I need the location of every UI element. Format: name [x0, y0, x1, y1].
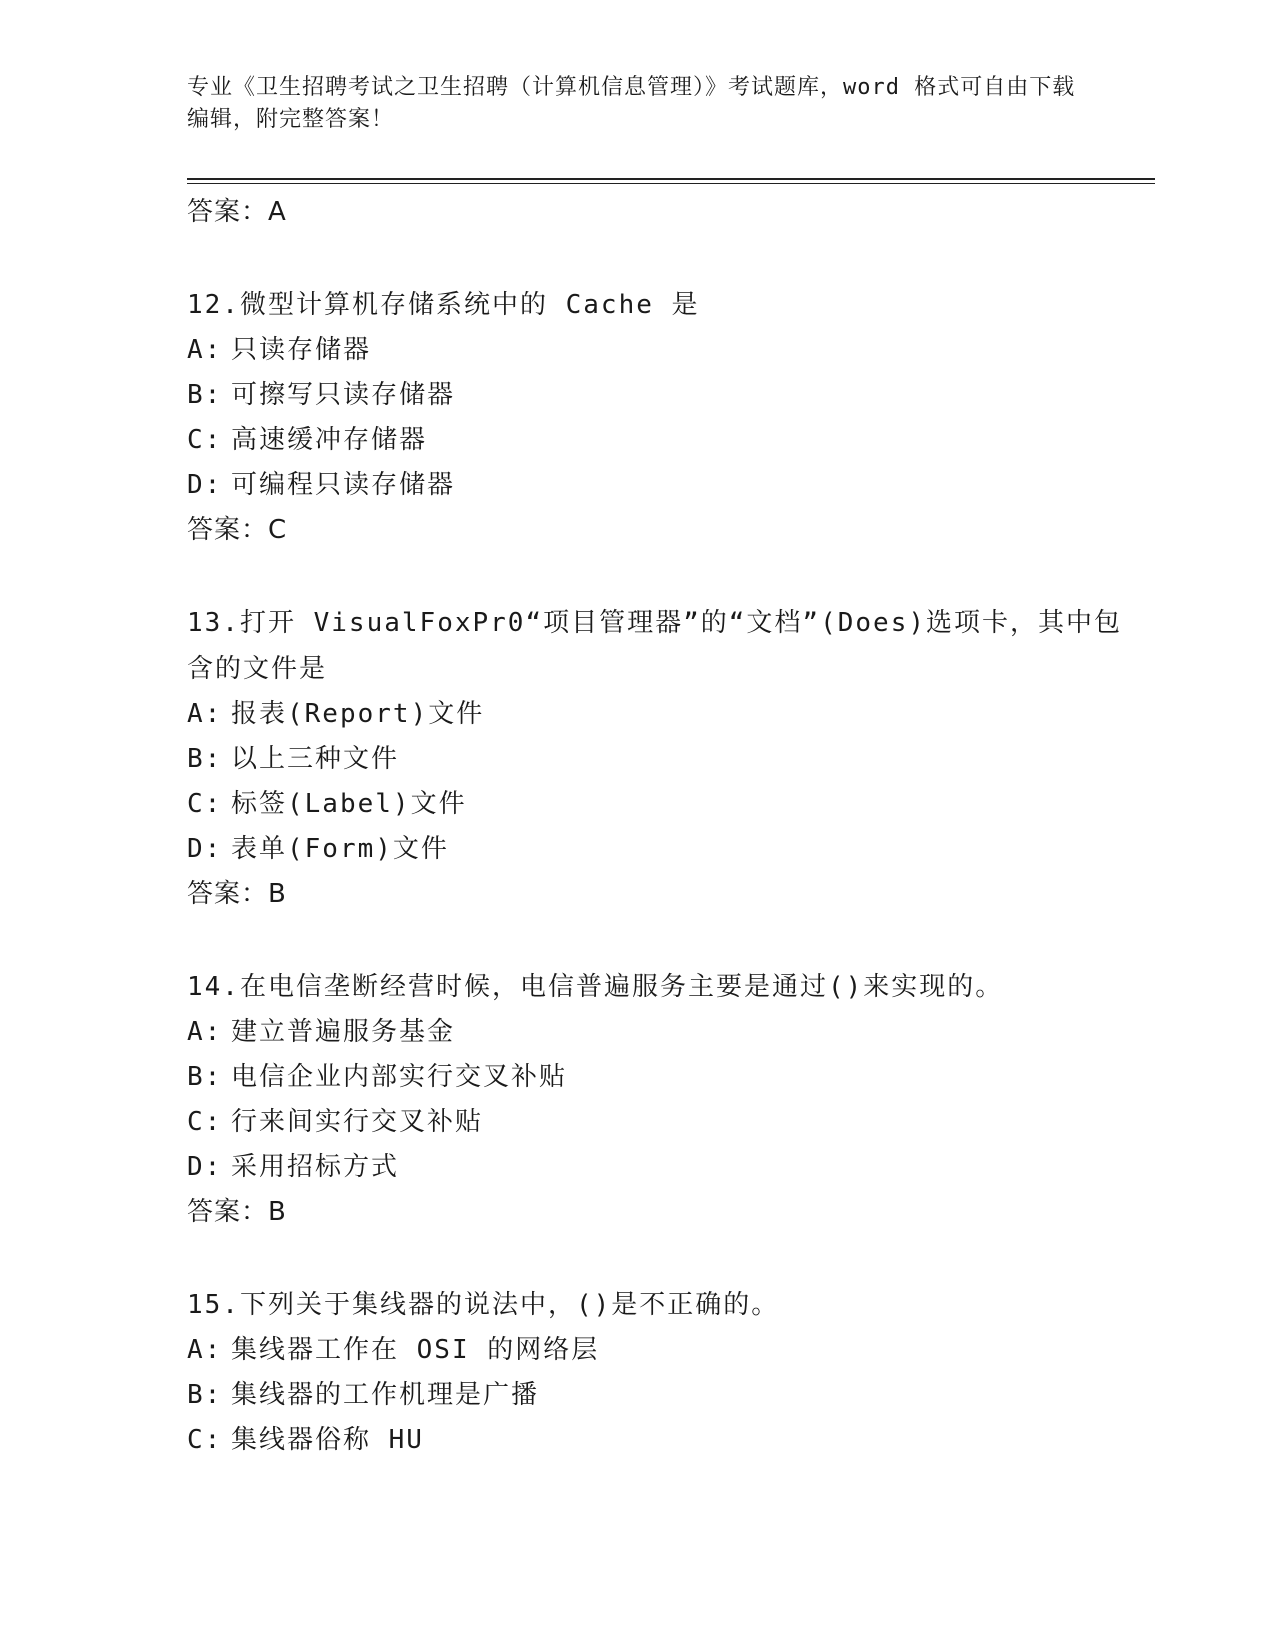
question-block [187, 1282, 1147, 1463]
option-c [187, 418, 1147, 463]
option-text: 可编程只读存储器 [231, 470, 456, 500]
option-letter: B: [187, 744, 223, 774]
option-text: 电信企业内部实行交叉补贴 [231, 1062, 568, 1092]
question-number: 12. [187, 290, 240, 320]
option-a [187, 1010, 1147, 1055]
question-text [187, 964, 1147, 1010]
answer-line: 答案：B [187, 1197, 287, 1227]
question-number: 14. [187, 972, 240, 1002]
option-letter: B: [187, 1380, 223, 1410]
option-text: 报表(Report)文件 [231, 699, 485, 729]
question-stem: 下列关于集线器的说法中，()是不正确的。 [239, 1290, 780, 1320]
question-list [187, 190, 1147, 1463]
answer-line: 答案：A [187, 197, 287, 227]
option-letter: C: [187, 425, 223, 455]
option-b [187, 1373, 1147, 1418]
header-rule-thin [187, 183, 1155, 184]
option-text: 行来间实行交叉补贴 [231, 1107, 484, 1137]
option-text: 采用招标方式 [231, 1152, 400, 1182]
option-text: 建立普遍服务基金 [231, 1017, 456, 1047]
question-block [187, 282, 1147, 553]
option-text: 以上三种文件 [231, 744, 400, 774]
option-letter: B: [187, 1062, 223, 1092]
option-d [187, 1145, 1147, 1190]
option-c [187, 1100, 1147, 1145]
option-a [187, 328, 1147, 373]
answer-line: 答案：C [187, 515, 288, 545]
option-b [187, 373, 1147, 418]
option-text: 集线器俗称 HU [231, 1425, 424, 1455]
option-letter: A: [187, 699, 223, 729]
option-d [187, 827, 1147, 872]
question-text [187, 1282, 1147, 1328]
document-header: 专业《卫生招聘考试之卫生招聘（计算机信息管理）》考试题库，word 格式可自由下载编辑，附完整答案！ [187, 75, 1076, 132]
option-b [187, 737, 1147, 782]
question-stem: 打开 VisualFoxPr0“项目管理器”的“文档”(Does)选项卡，其中包含的文件是 [187, 608, 1122, 684]
option-letter: B: [187, 380, 223, 410]
option-text: 标签(Label)文件 [231, 789, 467, 819]
question-number: 15. [187, 1290, 240, 1320]
question-number: 13. [187, 608, 240, 638]
option-c [187, 782, 1147, 827]
option-b [187, 1055, 1147, 1100]
option-letter: A: [187, 1335, 223, 1365]
option-text: 集线器工作在 OSI 的网络层 [231, 1335, 600, 1365]
question-stem: 在电信垄断经营时候，电信普遍服务主要是通过()来实现的。 [239, 972, 1004, 1002]
option-letter: D: [187, 470, 223, 500]
option-text: 集线器的工作机理是广播 [231, 1380, 540, 1410]
option-a [187, 692, 1147, 737]
option-text: 表单(Form)文件 [231, 834, 449, 864]
option-letter: A: [187, 1017, 223, 1047]
option-d [187, 463, 1147, 508]
option-letter: C: [187, 1107, 223, 1137]
option-a [187, 1328, 1147, 1373]
option-letter: C: [187, 1425, 223, 1455]
question-block [187, 600, 1147, 917]
option-letter: D: [187, 1152, 223, 1182]
option-letter: C: [187, 789, 223, 819]
option-c [187, 1418, 1147, 1463]
option-letter: D: [187, 834, 223, 864]
question-text [187, 282, 1147, 328]
option-text: 可擦写只读存储器 [231, 380, 456, 410]
option-text: 高速缓冲存储器 [231, 425, 428, 455]
question-block [187, 964, 1147, 1235]
option-text: 只读存储器 [231, 335, 372, 365]
question-stem: 微型计算机存储系统中的 Cache 是 [239, 290, 700, 320]
header-rule-thick [187, 178, 1155, 180]
answer-line: 答案：B [187, 879, 287, 909]
option-letter: A: [187, 335, 223, 365]
question-text [187, 600, 1147, 692]
